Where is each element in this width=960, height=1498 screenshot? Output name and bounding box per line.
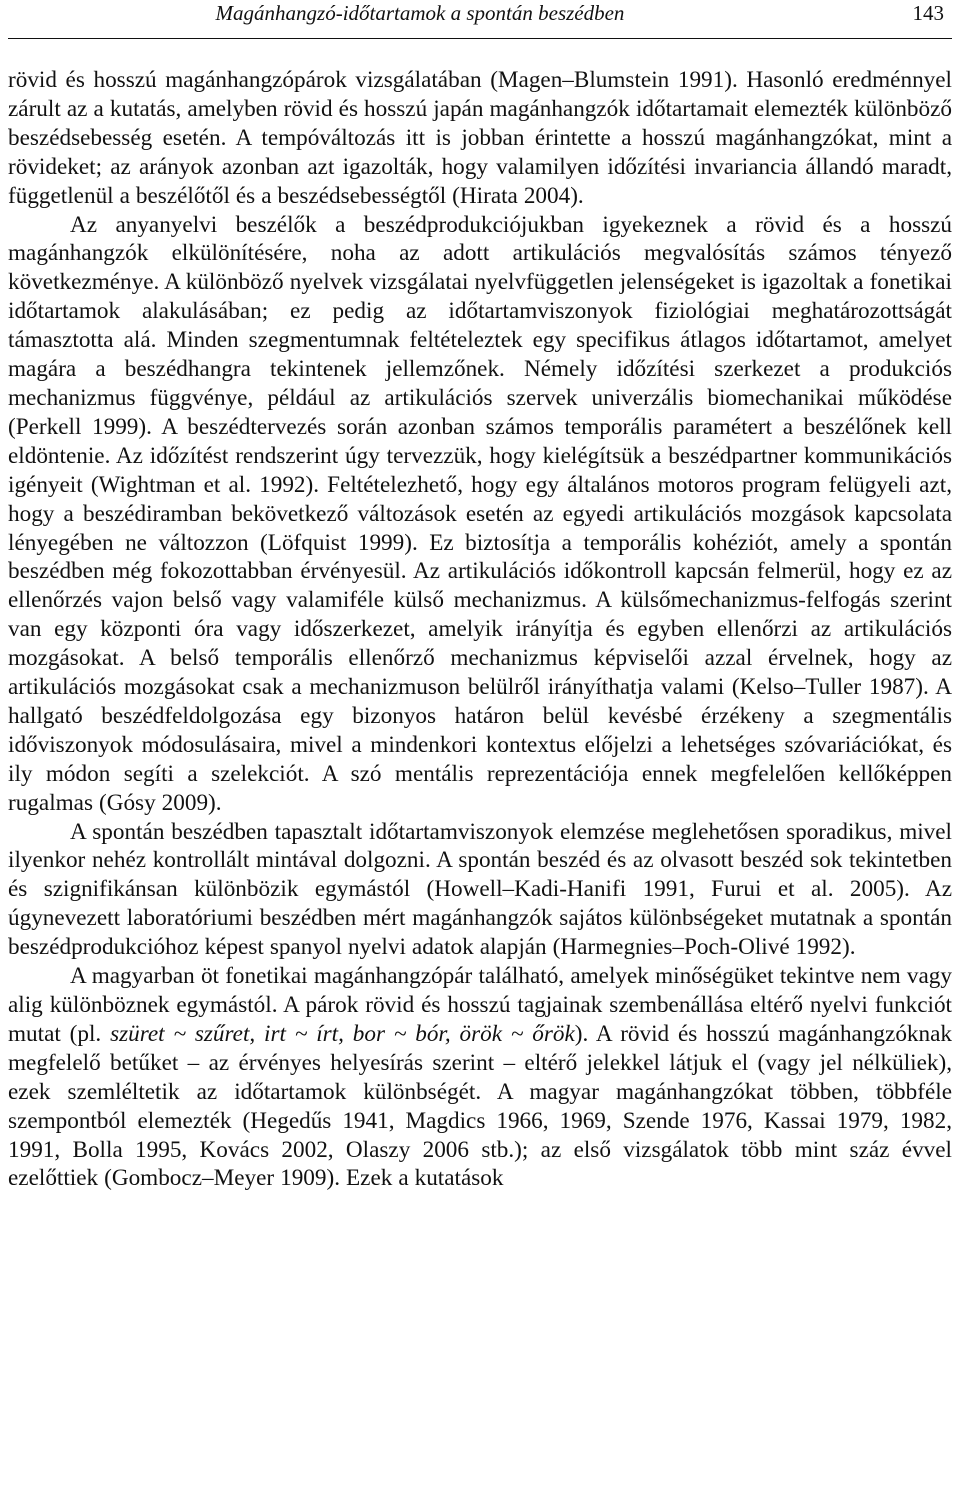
running-title: Magánhangzó-időtartamok a spontán beszédben: [215, 1, 625, 25]
paragraph-3: A spontán beszédben tapasztalt időtartamviszonyok elemzése meglehetősen sporadikus, mivel ilyenkor nehéz kontrollált mintával dolgozni. A spontán beszéd és az olvasott beszéd sok tekintetben és szignifikánsan különbözik egymástól (Howell–Kadi-Hanifi 1991, Furui et al. 2005). Az úgynevezett laboratóriumi beszédben mért magánhangzók sajátos különbségeket mutatnak a spontán beszédprodukcióhoz képest spanyol nyelvi adatok alapján (Harmegnies–Poch-Olivé 1992).: [8, 818, 952, 961]
paragraph-2: Az anyanyelvi beszélők a beszédprodukciójukban igyekeznek a rövid és a hosszú magánhangzók elkülönítésére, noha az adott artikulációs megvalósítás számos tényező következménye. A különböző nyelvek vizsgálatai nyelvfüggetlen jelenségeket is igazoltak a fonetikai időtartamok alakulásában; ez pedig az időtartamviszonyok fiziológiai meghatározottságát támasztotta alá. Minden szegmentumnak feltételeztek egy specifikus átlagos időtartamot, amelyet magára a beszédhangra tekintenek jellemzőnek. Némely időzítési szerkezet a produkciós mechanizmus függvénye, például az artikulációs szervek univerzális biomechanikai működése (Perkell 1999). A beszédtervezés során azonban számos temporális paramétert a beszélőnek kell eldöntenie. Az időzítést rendszerint úgy tervezzük, hogy kielégítsük a beszédpartner kommunikációs igényeit (Wightman et al. 1992). Feltételezhető, hogy egy általános motoros program felügyeli azt, hogy a beszédiramban bekövetkező változások esetén az egyedi artikulációs mozgások kapcsolata lényegében ne változzon (Löfquist 1999). Ez biztosítja a temporális kohéziót, amely a spontán beszédben még fokozottabban érvényesül. Az artikulációs időkontroll kapcsán felmerül, hogy ez az ellenőrzés vajon belső vagy valamiféle külső mechanizmus. A külsőmechanizmus-felfogás szerint van egy központi óra vagy időszerkezet, amelyik irányítja és egyben ellenőrzi az artikulációs mozgásokat. A belső temporális ellenőrző mechanizmus képviselői azzal érvelnek, hogy az artikulációs mozgásokat csak a mechanizmuson belülről irányíthatja valami (Kelso–Tuller 1987). A hallgató beszédfeldolgozása egy bizonyos határon belül kevésbé érzékeny a szegmentális időviszonyok módosulásaira, mivel a mindenkori kontextus előjelzi a lehetséges szóvariációkat, és ily módon segíti a szelekciót. A szó mentális reprezentációja ennek megfelelően kellőképpen rugalmas (Gósy 2009).: [8, 211, 952, 816]
page-number: 143: [912, 1, 944, 25]
paragraph-4: [8, 962, 952, 1193]
paragraph-4-examples: szüret ~ szűret, irt ~ írt, bor ~ bór, örök ~ őrök: [110, 1020, 575, 1047]
body-text: [8, 66, 952, 1193]
running-header: [8, 0, 952, 39]
paragraph-1: rövid és hosszú magánhangzópárok vizsgálatában (Magen–Blumstein 1991). Hasonló eredménnyel zárult az a kutatás, amelyben rövid és hosszú japán magánhangzók időtartamait elemezték különböző beszédsebesség esetén. A tempóváltozás itt is jobban érintette a hosszú magánhangzókat, mint a rövideket; az arányok azonban azt igazolták, hogy valamilyen időzítési invariancia állandó maradt, függetlenül a beszélőtől és a beszédsebességtől (Hirata 2004).: [8, 67, 952, 209]
paragraph-4-pre: A magyarban öt fonetikai magánhangzópár található, amelyek minőségüket tekintve nem vagy alig különböznek egymástól. A párok rövid és hosszú tagjainak szembenállása eltérő nyelvi funkciót mutat (pl.: [8, 963, 952, 1047]
paragraph-4-post: ). A rövid és hosszú magánhangzóknak megfelelő betűket – az érvényes helyesírás szerint – eltérő jelekkel látjuk el (vagy jel nélküliek), ezek szemléltetik az időtartamok különbségét. A magyar magánhangzókat többen, többféle szempontból elemezték (Hegedűs 1941, Magdics 1966, 1969, Szende 1976, Kassai 1979, 1982, 1991, Bolla 1995, Kovács 2002, Olaszy 2006 stb.); az első vizsgálatok több mint száz évvel ezelőttiek (Gombocz–Meyer 1909). Ezek a kutatások: [8, 1020, 952, 1192]
